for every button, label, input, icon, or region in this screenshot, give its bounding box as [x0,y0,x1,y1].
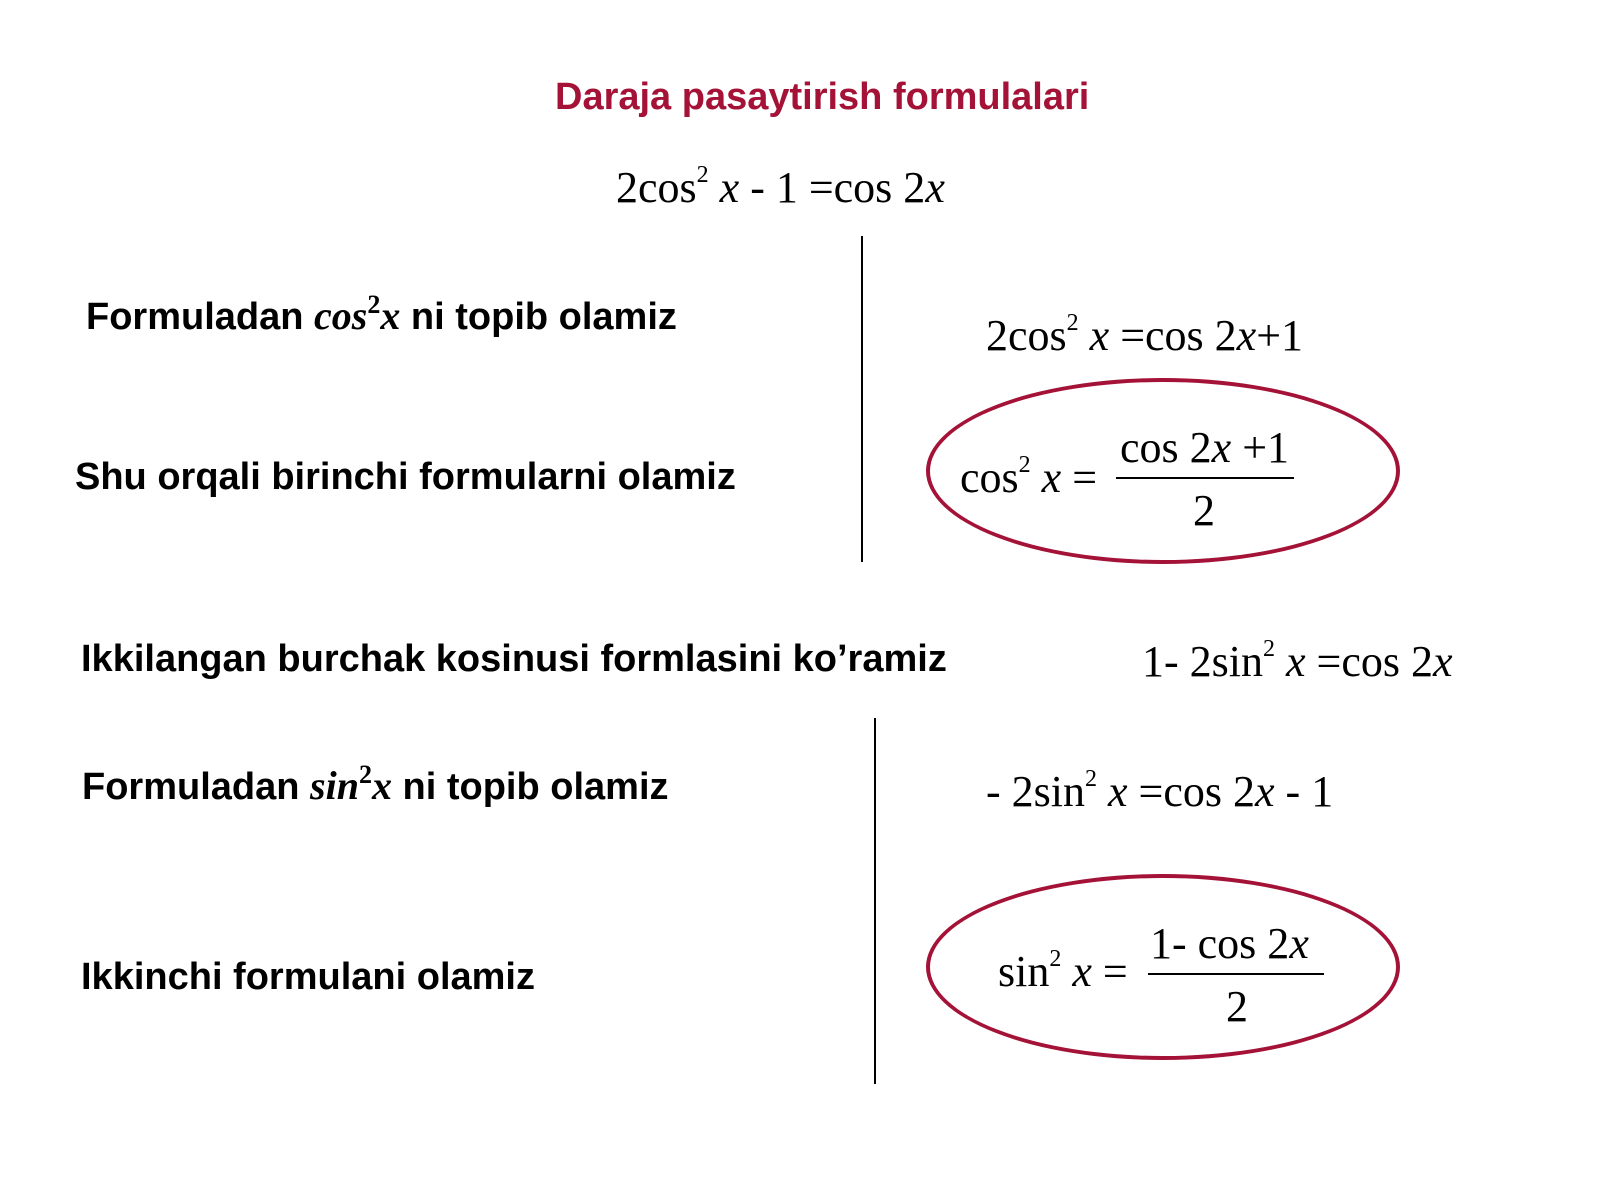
section2-numerator [1120,422,1289,473]
section3-formula-var2: x [1433,637,1453,686]
top-formula-fn: cos [638,163,697,212]
section2-denominator: 2 [1193,486,1215,535]
section3-formula-var: x [1286,637,1306,686]
section4-label-pre: Formuladan [82,766,311,808]
section4-formula [986,766,1333,817]
top-formula-var2: x [925,163,945,212]
section4-label-exp: 2 [358,760,372,789]
top-formula [616,162,945,213]
section1-label-var: x [380,293,401,338]
section2-eq: = [1072,453,1098,502]
section2-lhs-fn: cos [960,453,1019,502]
section5-fraction-line [1148,973,1324,975]
section1-formula-mid: =cos 2 [1120,311,1237,360]
section5-num-var: x [1289,919,1309,968]
section2-lhs [960,452,1097,503]
top-formula-exp: 2 [696,162,709,188]
top-formula-rest: - 1 =cos 2 [750,163,926,212]
section1-label-fn: cos [314,293,368,338]
section4-formula-var: x [1108,767,1128,816]
section1-formula-exp: 2 [1066,310,1079,336]
section4-formula-pre: - 2 [986,767,1034,816]
section5-eq: = [1102,947,1128,996]
section4-formula-fn: sin [1033,767,1086,816]
section4-formula-exp: 2 [1085,766,1098,792]
section2-lhs-var: x [1041,453,1062,502]
section3-formula-exp: 2 [1263,636,1276,662]
section1-formula-var: x [1089,311,1110,360]
section1-formula-fn: cos [1008,311,1067,360]
section3-formula-fn: sin [1211,637,1264,686]
section2-fraction-line [1116,477,1294,479]
section4-label-post: ni topib olamiz [391,766,669,808]
section5-lhs-var: x [1072,947,1092,996]
section1-formula [986,310,1303,361]
section2-num-var: x [1211,423,1232,472]
section5-num-pre: 1- cos 2 [1150,919,1290,968]
section2-num-post: +1 [1242,423,1290,472]
section1-label-pre: Formuladan [86,296,315,338]
lower-divider [874,718,876,1084]
section4-label-fn: sin [310,763,359,808]
section1-label-exp: 2 [367,290,381,319]
section3-label: Ikkilangan burchak kosinusi formlasini ko’ramiz [81,638,947,680]
section2-num-pre: cos 2 [1120,423,1212,472]
section1-formula-var2: x [1236,311,1257,360]
section5-label: Ikkinchi formulani olamiz [81,956,535,998]
section5-numerator [1150,918,1309,969]
upper-divider [861,236,863,562]
section2-label: Shu orqali birinchi formularni olamiz [75,456,736,498]
section5-denominator: 2 [1226,982,1248,1031]
section3-formula-pre: 1- 2 [1142,637,1212,686]
top-formula-var: x [719,163,740,212]
slide-title: Daraja pasaytirish formulalari [555,76,1090,118]
section1-label-post: ni topib olamiz [400,296,677,338]
section1-formula-coef: 2 [986,311,1008,360]
section1-formula-tail: +1 [1256,311,1304,360]
section1-label [86,292,677,339]
section5-lhs-fn: sin [998,947,1050,996]
section5-lhs [998,946,1128,997]
section4-label-var: x [371,763,392,808]
section3-formula [1142,636,1453,687]
section4-formula-tail: - 1 [1285,767,1334,816]
section5-lhs-exp: 2 [1049,946,1062,972]
section4-formula-var2: x [1255,767,1275,816]
section4-label [82,762,669,809]
section2-lhs-exp: 2 [1018,452,1031,478]
top-formula-coef: 2 [616,163,638,212]
section4-formula-mid: =cos 2 [1138,767,1256,816]
section3-formula-mid: =cos 2 [1316,637,1434,686]
